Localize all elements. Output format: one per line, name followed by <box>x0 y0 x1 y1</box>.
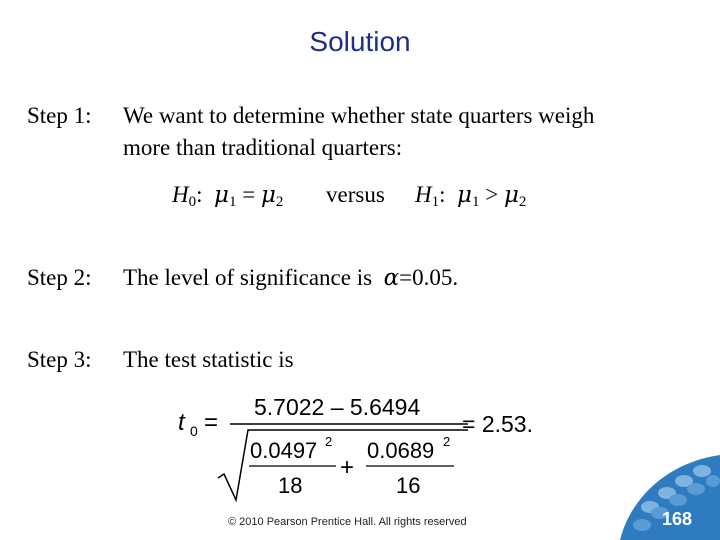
h0-colon: : <box>196 182 203 207</box>
mu-2-symbol: μ <box>260 182 276 208</box>
term-2-denominator: 16 <box>396 473 421 498</box>
term-1-exponent: 2 <box>325 434 333 449</box>
corner-dot <box>693 465 711 477</box>
step-2-label: Step 2: <box>27 265 92 290</box>
step-2-prefix: The level of significance is <box>123 265 373 290</box>
formula-equals: = <box>204 409 219 436</box>
formula-plus: + <box>340 454 355 481</box>
t-subscript: 0 <box>190 423 198 439</box>
step-1-text-line1: We want to determine whether state quarters weigh <box>123 103 595 128</box>
h0-letter: H <box>172 182 189 207</box>
mu-2-symbol: μ <box>503 182 519 208</box>
h1-letter: H <box>415 182 432 207</box>
term-1-denominator: 18 <box>278 473 303 498</box>
step-1-label: Step 1: <box>27 103 92 128</box>
term-2-exponent: 2 <box>443 434 451 449</box>
alpha-value: =0.05. <box>399 265 459 290</box>
h1-colon: : <box>439 182 446 207</box>
corner-dot <box>706 475 720 487</box>
greater-than-sign: > <box>485 182 499 207</box>
alternative-hypothesis <box>415 182 526 211</box>
equals-sign: = <box>242 182 256 207</box>
mu-1-symbol: μ <box>457 182 472 208</box>
formula-result: = 2.53. <box>462 411 533 437</box>
term-2-numerator: 0.0689 <box>367 438 435 463</box>
copyright-footer: © 2010 Pearson Prentice Hall. All rights reserved <box>228 516 467 528</box>
test-statistic-formula <box>172 390 552 510</box>
mu-2-subscript: 2 <box>275 194 284 210</box>
step-3-label: Step 3: <box>27 347 92 372</box>
mu-1-subscript: 1 <box>471 194 480 210</box>
step-3-text: The test statistic is <box>123 347 294 372</box>
slide-title: Solution <box>309 26 411 57</box>
mu-2-subscript: 2 <box>518 194 527 210</box>
corner-dot <box>633 519 651 531</box>
corner-dot <box>687 483 705 495</box>
step-1-text-line2: more than traditional quarters: <box>123 135 403 160</box>
h1-subscript: 1 <box>431 194 440 210</box>
t-symbol: t <box>178 409 185 436</box>
corner-dot <box>669 494 687 506</box>
mu-1-subscript: 1 <box>228 194 237 210</box>
alpha-symbol: α <box>383 265 400 291</box>
h0-subscript: 0 <box>188 194 197 210</box>
page-number: 168 <box>662 509 693 529</box>
versus-text: versus <box>326 182 385 207</box>
null-hypothesis <box>172 182 283 211</box>
term-1-numerator: 0.0497 <box>250 438 318 463</box>
formula-numerator: 5.7022 – 5.6494 <box>254 394 421 420</box>
step-2-text <box>123 265 458 291</box>
mu-1-symbol: μ <box>214 182 229 208</box>
